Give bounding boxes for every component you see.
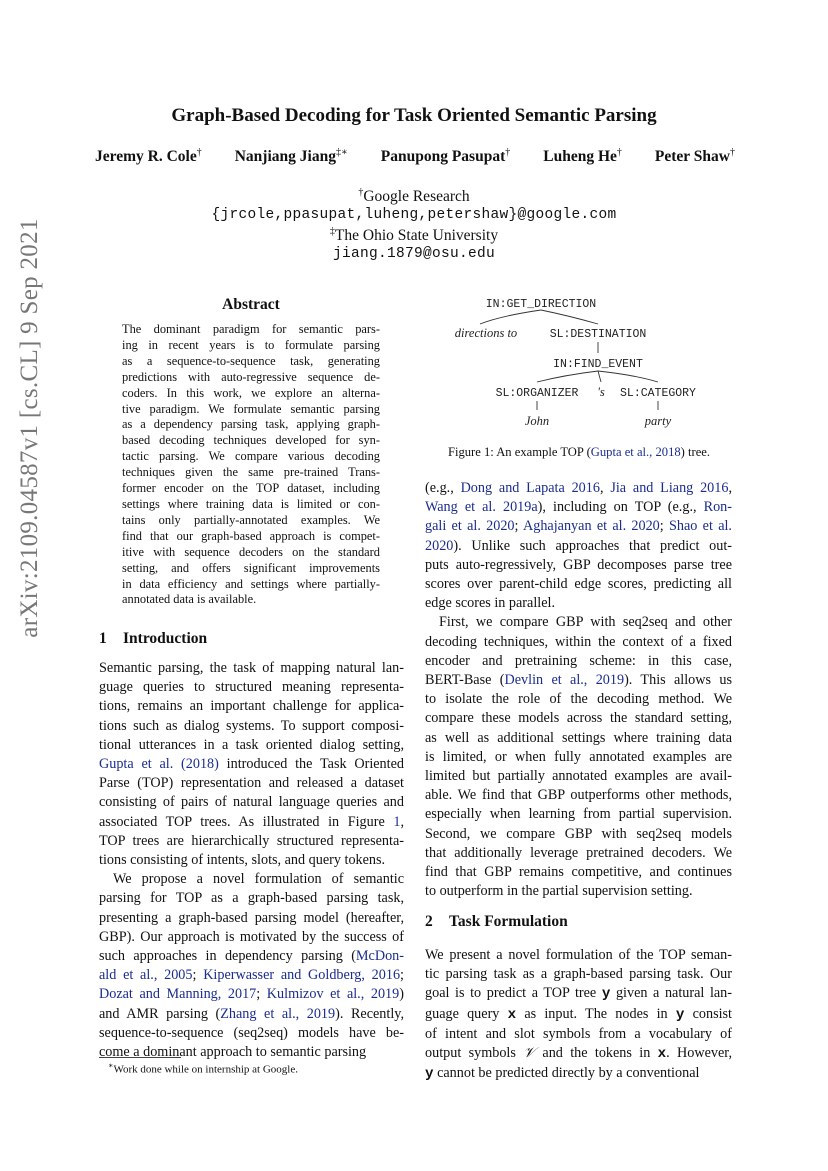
text-line: consisting of pairs of natural language queries and xyxy=(99,794,404,811)
tree-node-category: SL:CATEGORY xyxy=(620,387,696,400)
text-line: y cannot be predicted directly by a conventional xyxy=(425,1065,700,1083)
paragraph xyxy=(425,946,732,1084)
text-line: predictions with auto-regressive sequence de- xyxy=(122,369,380,384)
citation-link[interactable]: Kulmizov et al., 2019 xyxy=(266,986,400,1003)
text-line: settings where training data is limited or con- xyxy=(122,496,380,511)
introduction-body xyxy=(99,659,404,1062)
text-line: goal is to predict a TOP tree y given a natural lan- xyxy=(425,985,732,1003)
author-name: Peter Shaw† xyxy=(654,147,735,166)
text-line: itive with sequence decoders on the standard xyxy=(122,544,380,559)
text-line: edge scores in parallel. xyxy=(425,595,555,612)
text-line: GBP). Our approach is motivated by the success of xyxy=(99,928,404,945)
text-line: tions consisting of intents, slots, and query tokens. xyxy=(99,852,386,869)
text-line: associated TOP trees. As illustrated in Figure 1, xyxy=(99,813,404,830)
tree-edge xyxy=(598,371,601,382)
text-line: such approaches in dependency parsing (McDon- xyxy=(99,948,404,965)
text-line: ing in recent years is to formulate parsing xyxy=(122,337,380,352)
tree-token-directions-to: directions to xyxy=(454,326,518,340)
text-line: and AMR parsing (Zhang et al., 2019). Recently, xyxy=(99,1005,404,1022)
text-line: (e.g., Dong and Lapata 2016, Jia and Liang 2016, xyxy=(425,480,733,496)
math-variable: x xyxy=(657,1046,667,1063)
text-line: tic parsing task as a graph-based parsing task. Our xyxy=(425,966,732,983)
tree-token-possessive: 's xyxy=(597,385,605,399)
math-symbol: 𝒱 xyxy=(523,1045,536,1062)
citation-link[interactable]: Gupta et al. (2018) xyxy=(99,756,219,773)
math-variable: y xyxy=(425,1066,434,1083)
task-formulation-body xyxy=(425,946,732,1084)
text-line: especially when learning from partial supervision. xyxy=(425,806,732,823)
text-line: based decoding techniques developed for syn- xyxy=(122,433,380,448)
citation-link[interactable]: Ron- xyxy=(703,499,732,516)
figure-caption: Figure 1: An example TOP (Gupta et al., 2018) tree. xyxy=(447,445,711,459)
text-line: as well as additional settings where training data xyxy=(425,729,732,746)
citation-link[interactable]: Dong and Lapata 2016 xyxy=(460,480,600,496)
tree-edge xyxy=(480,310,541,324)
text-line: encoder and pretraining scheme: in this case, xyxy=(425,652,732,669)
author-name: Luheng He† xyxy=(543,147,622,166)
text-line: puts auto-regressively, GBP decomposes parse tree xyxy=(425,556,732,573)
text-line: BERT-Base (Devlin et al., 2019). This allows us xyxy=(425,672,732,689)
citation-link[interactable]: Devlin et al., 2019 xyxy=(504,672,625,689)
citation-link[interactable]: Wang et al. 2019a xyxy=(425,499,538,516)
text-line: tions, remains an important challenge for applica- xyxy=(99,698,404,715)
text-line: Wang et al. 2019a), including on TOP (e.g., Ron- xyxy=(425,499,732,516)
text-line: TOP trees are hierarchically structured representa- xyxy=(99,832,404,849)
author-name: Nanjiang Jiang‡∗ xyxy=(234,147,348,166)
text-line: We present a novel formulation of the TOP seman- xyxy=(425,947,732,963)
text-line: of intent and slot symbols from a vocabulary of xyxy=(425,1025,732,1042)
tree-node-root: IN:GET_DIRECTION xyxy=(485,298,597,311)
text-line: coders. In this work, we explore an alterna- xyxy=(122,385,380,400)
text-line: decoding techniques, within the context of a fixed xyxy=(425,633,732,650)
citation-link[interactable]: 1 xyxy=(393,813,401,830)
text-line: setting, and offers significant improvements xyxy=(122,560,380,575)
section-heading-task-formulation: 2 Task Formulation xyxy=(425,913,568,930)
footnote: ∗Work done while on internship at Google. xyxy=(108,1061,298,1076)
footnote-divider xyxy=(99,1057,181,1058)
math-variable: y xyxy=(675,1006,685,1023)
text-line: compare these models across the standard setting, xyxy=(425,710,732,727)
citation-link[interactable]: McDon- xyxy=(355,948,404,965)
right-column-intro-body xyxy=(425,479,732,901)
tree-node-organizer: SL:ORGANIZER xyxy=(495,387,579,400)
paragraph xyxy=(99,870,404,1062)
citation-link[interactable]: Dozat and Manning, 2017 xyxy=(99,986,257,1003)
citation-link[interactable]: Aghajanyan et al. 2020 xyxy=(522,518,660,535)
citation-link[interactable]: Gupta et al., 2018 xyxy=(590,445,681,459)
text-line: The dominant paradigm for semantic pars- xyxy=(122,322,380,336)
text-line: Semantic parsing, the task of mapping natural lan- xyxy=(99,660,404,676)
citation-link[interactable]: 2020 xyxy=(425,537,454,554)
tree-node-find-event: IN:FIND_EVENT xyxy=(553,358,643,371)
author-name: Panupong Pasupat† xyxy=(380,147,511,166)
citation-link[interactable]: Zhang et al., 2019 xyxy=(220,1005,336,1022)
text-line: as a dependency parsing task, applying graph- xyxy=(122,417,380,432)
text-line: sequence-to-sequence (seq2seq) models have be- xyxy=(99,1024,404,1041)
text-line: 2020). Unlike such approaches that predict out- xyxy=(425,537,732,554)
abstract-body xyxy=(122,322,380,608)
text-line: guage queries to structured meaning representa- xyxy=(99,679,404,696)
text-line: tional utterances in a task oriented dialog setting, xyxy=(99,736,404,753)
text-line: presenting a graph-based parsing model (hereafter, xyxy=(99,909,404,926)
paragraph xyxy=(425,613,732,901)
text-line: Parse (TOP) representation and released a dataset xyxy=(99,775,404,792)
text-line: is limited, or when fully annotated examples are xyxy=(425,748,732,765)
author-list xyxy=(95,147,735,166)
text-line: that additionally leverage pretrained decoders. We xyxy=(425,844,732,861)
affiliation-osu-email: jiang.1879@osu.edu xyxy=(332,246,496,262)
tree-node-destination: SL:DESTINATION xyxy=(549,328,647,341)
paragraph xyxy=(425,479,732,613)
text-line: tains only partially-annotated examples. We xyxy=(122,512,380,527)
paragraph xyxy=(99,659,404,870)
text-line: to isolate the role of the decoding method. We xyxy=(425,691,732,708)
author-name: Jeremy R. Cole† xyxy=(95,147,202,166)
text-line: able. We find that GBP outperforms other methods, xyxy=(425,787,732,804)
text-line: tions such as dialog systems. To support composi- xyxy=(99,717,404,734)
text-line: gali et al. 2020; Aghajanyan et al. 2020; Shao et al. xyxy=(425,518,732,535)
citation-link[interactable]: Shao et al. xyxy=(669,518,732,535)
math-variable: y xyxy=(601,986,611,1003)
section-heading-introduction: 1 Introduction xyxy=(99,630,208,647)
text-line: Dozat and Manning, 2017; Kulmizov et al., 2019) xyxy=(99,986,404,1003)
tree-edge xyxy=(541,310,598,324)
tree-token-party: party xyxy=(644,414,672,428)
citation-link[interactable]: ald et al., 2005 xyxy=(99,967,193,984)
tree-token-john: John xyxy=(524,414,550,428)
top-tree-figure xyxy=(440,290,740,430)
text-line: in data efficiency and settings where partially- xyxy=(122,576,380,591)
text-line: parsing for TOP as a graph-based parsing task, xyxy=(99,890,404,907)
text-line: annotated data is available. xyxy=(122,592,257,607)
text-line: as a sequence-to-sequence task, generating xyxy=(122,353,380,368)
citation-link[interactable]: Kiperwasser and Goldberg, 2016 xyxy=(203,967,401,984)
text-line: find that GBP remains competitive, and continues xyxy=(425,864,732,881)
text-line: come a dominant approach to semantic parsing xyxy=(99,1044,367,1061)
text-line: tactic parsing. We compare various decoding xyxy=(122,449,380,464)
tree-edge xyxy=(598,371,658,382)
text-line: scores over parent-child edge scores, predicting all xyxy=(425,576,732,593)
text-line: We propose a novel formulation of semantic xyxy=(113,871,404,888)
math-variable: x xyxy=(507,1006,517,1023)
text-line: guage query x as input. The nodes in y consist xyxy=(425,1005,732,1023)
text-line: output symbols 𝒱 and the tokens in x. However, xyxy=(425,1045,732,1063)
text-line: First, we compare GBP with seq2seq and other xyxy=(439,614,732,631)
text-line: Second, we compare GBP with seq2seq models xyxy=(425,825,732,842)
citation-link[interactable]: gali et al. 2020 xyxy=(425,518,515,535)
affiliation-osu: ‡The Ohio State University xyxy=(329,226,499,245)
text-line: former encoder on the TOP dataset, including xyxy=(122,481,380,496)
affiliation-google-emails: {jrcole,ppasupat,luheng,petershaw}@google.com xyxy=(211,207,617,223)
text-line: ald et al., 2005; Kiperwasser and Goldberg, 2016; xyxy=(99,967,404,984)
text-line: find that our graph-based approach is compet- xyxy=(122,528,380,543)
text-line: to outperform in the partial supervision setting. xyxy=(425,883,693,900)
citation-link[interactable]: Jia and Liang 2016 xyxy=(610,480,729,496)
text-line: tive paradigm. We formulate semantic parsing xyxy=(122,401,380,416)
affiliation-google: †Google Research xyxy=(358,187,470,206)
text-line: techniques given the same pre-trained Trans- xyxy=(122,465,380,480)
abstract-heading: Abstract xyxy=(222,296,280,313)
text-line: Gupta et al. (2018) introduced the Task Oriented xyxy=(99,756,404,773)
tree-edge xyxy=(537,371,598,382)
arxiv-identifier-stamp: arXiv:2109.04587v1 [cs.CL] 9 Sep 2021 xyxy=(16,218,43,638)
paper-title: Graph-Based Decoding for Task Oriented Semantic Parsing xyxy=(171,105,657,126)
text-line: limited but partially annotated examples are avail- xyxy=(425,768,732,785)
